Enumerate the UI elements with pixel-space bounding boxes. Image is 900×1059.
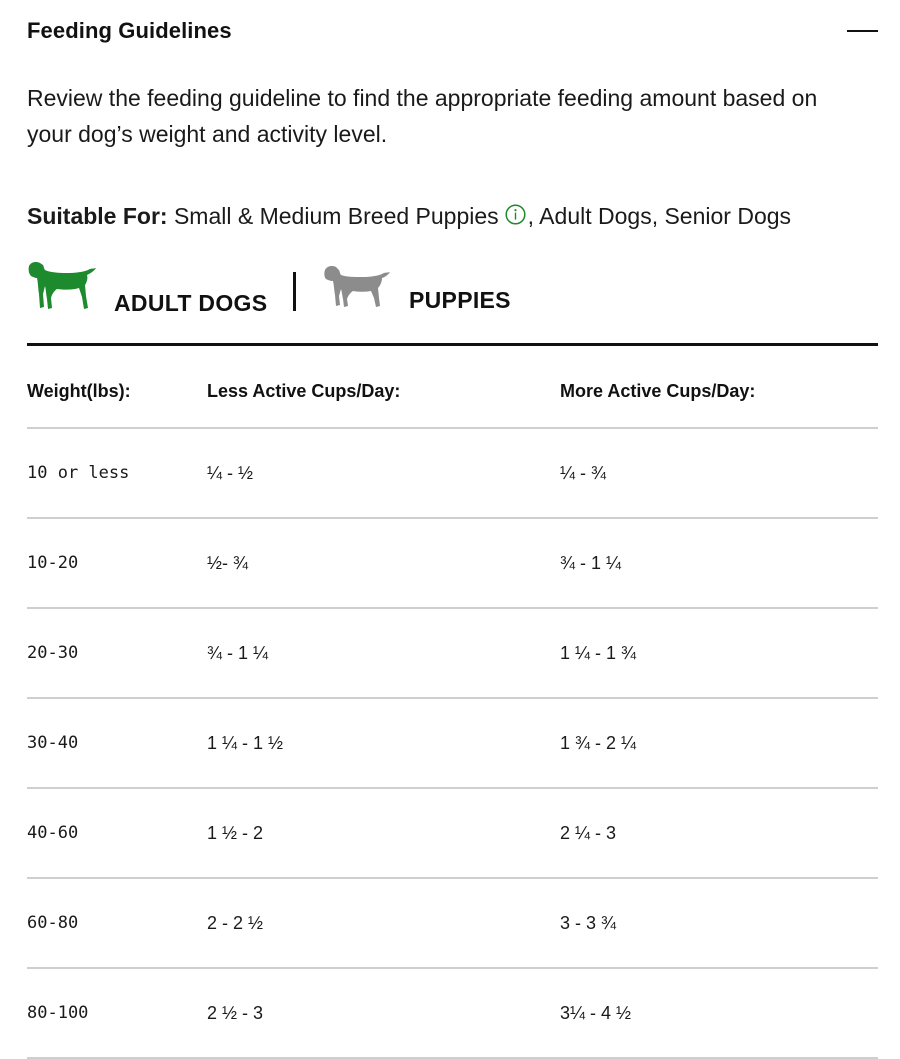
less-active-cell: 2 ½ - 3 [207, 968, 560, 1058]
intro-text: Review the feeding guideline to find the appropriate feeding amount based on your dog’s weight and activity level. [27, 85, 818, 147]
less-active-cell: 1 ¼ - 1 ½ [207, 698, 560, 788]
suitable-for-rest: , Adult Dogs, Senior Dogs [527, 203, 792, 229]
table-row [27, 428, 878, 518]
less-active-cell: ¼ - ½ [207, 428, 560, 518]
weight-cell: 10-20 [27, 518, 207, 608]
info-circle-icon[interactable] [505, 201, 526, 233]
more-active-cell: 3¼ - 4 ½ [560, 968, 878, 1058]
more-active-cell: ¾ - 1 ¼ [560, 518, 878, 608]
table-row [27, 788, 878, 878]
weight-cell: 40-60 [27, 788, 207, 878]
weight-cell: 60-80 [27, 878, 207, 968]
table-header-row [27, 355, 878, 428]
tab-adult-dogs[interactable] [27, 258, 287, 322]
header-less-active: Less Active Cups/Day: [207, 355, 560, 428]
tab-puppies[interactable] [320, 258, 520, 322]
table-row [27, 518, 878, 608]
header-weight: Weight(lbs): [27, 355, 207, 428]
tabs-underline [27, 343, 878, 346]
weight-cell: 20-30 [27, 608, 207, 698]
suitable-for-line [27, 200, 878, 233]
more-active-cell: 3 - 3 ¾ [560, 878, 878, 968]
table-row [27, 878, 878, 968]
tab-label-puppies: PUPPIES [409, 287, 511, 313]
table-row [27, 698, 878, 788]
more-active-cell: 1 ¾ - 2 ¼ [560, 698, 878, 788]
header-more-active: More Active Cups/Day: [560, 355, 878, 428]
less-active-cell: 1 ½ - 2 [207, 788, 560, 878]
minus-icon[interactable] [846, 21, 878, 41]
weight-cell: 10 or less [27, 428, 207, 518]
tab-label-adult-dogs: ADULT DOGS [114, 290, 268, 316]
less-active-cell: ¾ - 1 ¼ [207, 608, 560, 698]
suitable-for-label: Suitable For: [27, 203, 168, 229]
weight-cell: 80-100 [27, 968, 207, 1058]
table-row [27, 968, 878, 1058]
dog-type-tabs [27, 258, 878, 328]
section-title: Feeding Guidelines [27, 18, 232, 43]
suitable-for-puppies: Small & Medium Breed Puppies [173, 203, 499, 229]
weight-cell: 30-40 [27, 698, 207, 788]
puppy-icon [322, 264, 392, 310]
more-active-cell: 1 ¼ - 1 ¾ [560, 608, 878, 698]
less-active-cell: ½- ¾ [207, 518, 560, 608]
tab-divider [293, 272, 296, 311]
more-active-cell: 2 ¼ - 3 [560, 788, 878, 878]
more-active-cell: ¼ - ¾ [560, 428, 878, 518]
feeding-table [27, 355, 878, 1059]
adult-dog-icon [27, 258, 97, 312]
accordion-header[interactable] [27, 14, 878, 48]
less-active-cell: 2 - 2 ½ [207, 878, 560, 968]
table-row [27, 608, 878, 698]
